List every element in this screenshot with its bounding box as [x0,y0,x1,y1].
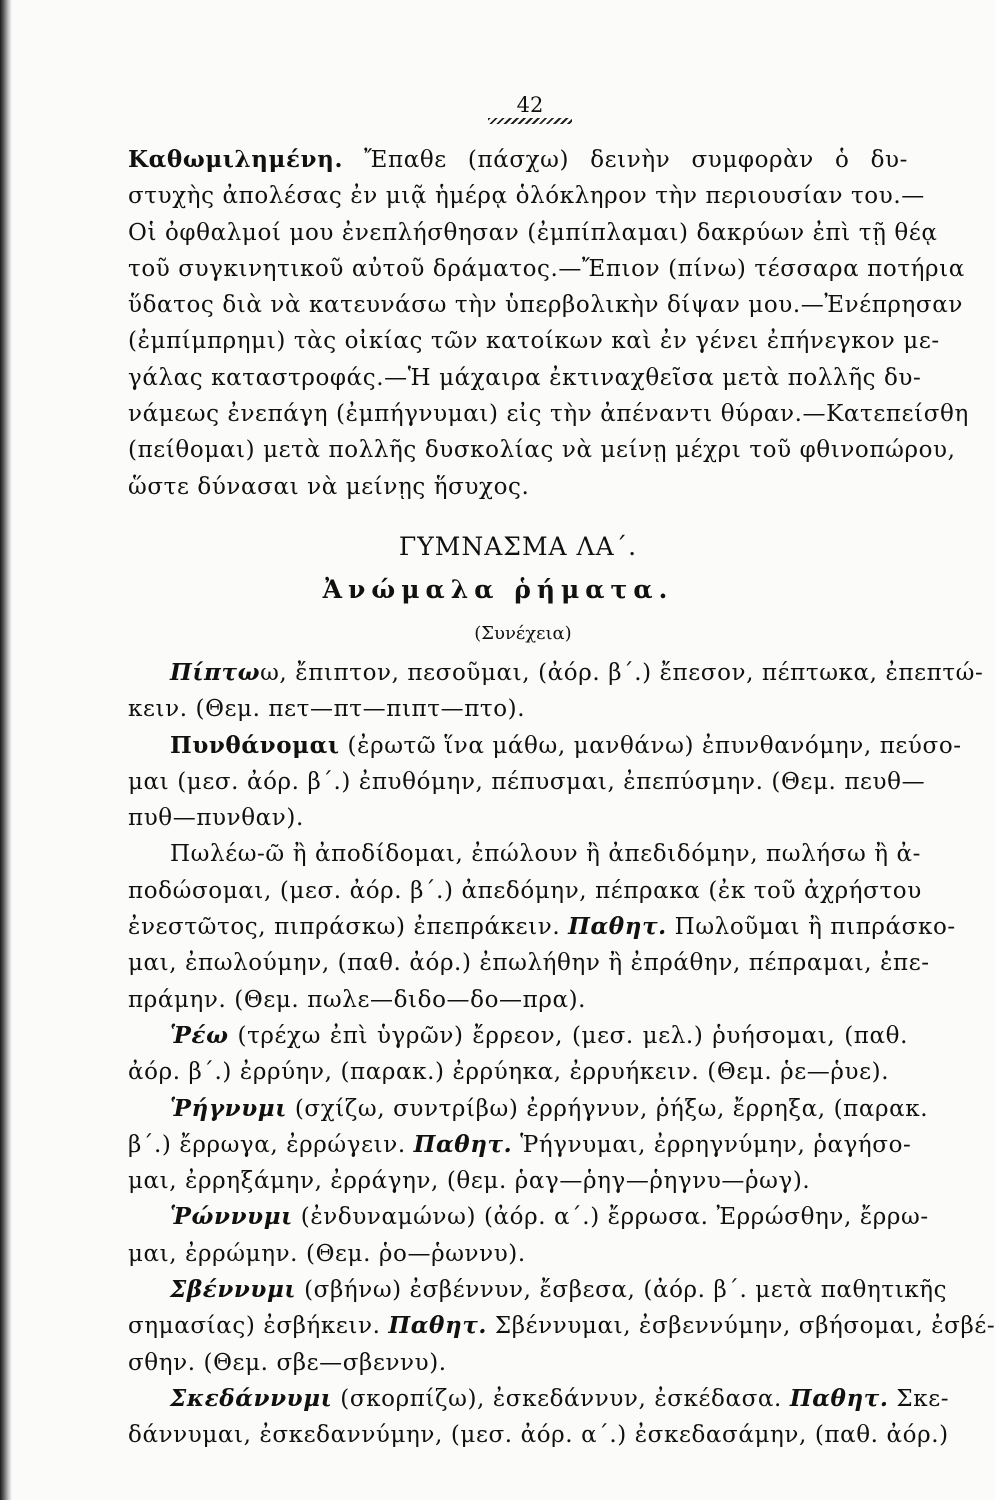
text-line [128,655,984,691]
verb-entry [128,1381,950,1454]
line-text: δάννυμαι, ἐσκεδαννύμην, (μεσ. ἀόρ. α΄.) ἐσκεδασάμην, (παθ. ἀόρ.) [128,1422,949,1449]
text-line [128,1308,995,1344]
line-text: (σβήνω) ἐσβέννυν, ἔσβεσα, (ἀόρ. β΄. μετὰ παθητικῆς [296,1277,948,1304]
line-text: γάλας καταστροφάς.—Ἡ μάχαιρα ἐκτιναχθεῖσα μετὰ πολλῆς δυ- [128,364,922,391]
text-line [128,469,908,505]
line-text: (ἐνδυναμώνω) (ἀόρ. α΄.) ἔρρωσα. Ἐρρώσθην, ἔρρω- [292,1204,929,1231]
text-line [128,873,922,909]
page-number: 42 [516,93,544,117]
verb-headword: Πυνθάνομαι [170,731,340,759]
line-text: ὕδατος διὰ νὰ κατευνάσω τὴν ὑπερβολικὴν δίψαν μου.—Ἐνέπρησαν [128,292,963,319]
line-text: μαι, ἐρρώμην. (Θεμ. ῥο—ῥωννυ). [128,1240,526,1267]
text-line [128,360,922,396]
line-text: (ἐμπίμπρημι) τὰς οἰκίας τῶν κατοίκων καὶ ἐν γένει ἐπήνεγκον με- [128,328,940,355]
text-line [128,432,956,468]
verb-headword: Παθητ. [388,1312,487,1340]
section-subheading: Ἀνώμαλα ῥήματα. [322,574,674,604]
text-line [128,909,956,945]
line-text: μαι (μεσ. ἀόρ. β΄.) ἐπυθόμην, πέπυσμαι, ἐπεπύσμην. (Θεμ. πευθ— [128,768,926,795]
verb-headword: Ῥώννυμι [170,1203,293,1231]
line-text: (ἐρωτῶ ἵνα μάθω, μανθάνω) ἐπυνθανόμην, πεύσο- [339,732,962,759]
text-line [128,1054,908,1090]
verb-entries [128,655,995,1454]
text-line [128,728,962,764]
text-line [128,764,926,800]
line-text: τοῦ συγκινητικοῦ αὐτοῦ δράματος.—Ἔπιον (πίνω) τέσσαρα ποτήρια [128,255,965,282]
text-line [128,945,930,981]
line-text: πράμην. (Θεμ. πωλε—διδο—δο—πρα). [128,986,587,1013]
text-line [128,251,965,287]
verb-headword: Πίπτω [170,658,261,686]
verb-headword: Παθητ. [413,1130,513,1158]
text-line [128,323,940,359]
line-text: Σβέννυμαι, ἐσβεννύμην, σβήσομαι, ἐσβέ- [487,1313,995,1340]
line-text: πυθ—πυνθαν). [128,805,304,832]
text-line [128,1127,912,1163]
verb-headword: Ῥήγνυμι [170,1094,287,1122]
text-line [128,215,938,251]
page-number-ornament [488,118,572,124]
verb-entry [128,1091,929,1200]
line-text: νάμεως ἐνεπάγη (ἐμπήγνυμαι) εἰς τὴν ἀπέναντι θύραν.—Κατεπείσθη [128,401,969,428]
line-text: μαι, ἐρρηξάμην, ἐρράγην, (θεμ. ῥαγ—ῥηγ—ῥηγνυ—ῥωγ). [128,1168,811,1195]
line-text: Σκε- [888,1385,950,1412]
section-heading: ΓΥΜΝΑΣΜΑ ΛΑ΄. [398,531,638,561]
text-line [128,142,908,178]
text-line [128,1091,929,1127]
verb-entry [128,836,956,1017]
line-text: Οἱ ὀφθαλμοί μου ἐνεπλήσθησαν (ἐμπίπλαμαι) δακρύων ἐπὶ τῇ θέᾳ [128,219,938,246]
text-line [128,287,963,323]
line-text: σημασίας) ἐσβήκειν. [128,1313,389,1340]
line-text: ὥστε δύνασαι νὰ μείνῃς ἥσυχος. [128,473,530,500]
text-line [128,836,922,872]
text-line [128,1381,950,1417]
text-line [128,1236,908,1272]
intro-paragraph [128,142,969,505]
line-text: κειν. (Θεμ. πετ—πτ—πιπτ—πτο). [128,696,526,723]
text-line [128,1163,908,1199]
text-line [128,1345,908,1381]
text-line [128,800,908,836]
text-line [128,982,908,1018]
verb-headword: Σκεδάννυμι [170,1384,333,1412]
verb-headword: Παθητ. [789,1384,889,1412]
line-text: ω, ἔπιπτον, πεσοῦμαι, (ἀόρ. β΄.) ἔπεσον, πέπτωκα, ἐπεπτώ- [260,659,984,686]
verb-entry [128,728,962,837]
line-text: Πωλοῦμαι ἢ πιπράσκο- [666,914,956,941]
text-line [128,1417,949,1453]
verb-entry [128,655,984,728]
book-page [128,92,995,1454]
verb-headword: Παθητ. [568,913,667,941]
verb-entry [128,1199,929,1272]
bold-term: Καθωμιλημένη. [128,146,344,173]
scan-edge-shadow [0,0,12,1500]
line-text: μαι, ἐπωλούμην, (παθ. ἀόρ.) ἐπωλήθην ἢ ἐπράθην, πέπραμαι, ἐπε- [128,950,930,977]
text-line [128,396,969,432]
verb-entry [128,1272,995,1381]
verb-headword: Σβέννυμι [170,1276,297,1304]
line-text: σθην. (Θεμ. σβε—σβεννυ). [128,1349,447,1376]
verb-headword: Ῥέω [170,1021,229,1049]
line-text: (τρέχω ἐπὶ ὑγρῶν) ἔρρεον, (μεσ. μελ.) ῥυήσομαι, (παθ. [228,1022,908,1049]
line-text: (σχίζω, συντρίβω) ἐρρήγνυν, ῥήξω, ἔρρηξα, (παρακ. [286,1095,929,1122]
line-text: (πείθομαι) μετὰ πολλῆς δυσκολίας νὰ μείνῃ μέχρι τοῦ φθινοπώρου, [128,437,956,464]
line-text: στυχὴς ἀπολέσας ἐν μιᾷ ἡμέρᾳ ὁλόκληρον τὴν περιουσίαν του.— [128,183,925,210]
text-line [128,1018,908,1054]
text-line [128,1272,948,1308]
text-line [128,178,925,214]
line-text: ἀόρ. β΄.) ἐρρύην, (παρακ.) ἐρρύηκα, ἐρρυήκειν. (Θεμ. ῥε—ῥυε). [128,1059,890,1086]
line-text: Ῥήγνυμαι, ἐρρηγνύμην, ῥαγήσο- [512,1131,912,1158]
text-line [128,691,908,727]
line-text: (σκορπίζω), ἐσκεδάννυν, ἐσκέδασα. [332,1385,790,1412]
line-text: Πωλέω-ῶ ἢ ἀποδίδομαι, ἐπώλουν ἢ ἀπεδιδόμην, πωλήσω ἢ ἀ- [170,841,922,868]
continuation-note: (Συνέχεια) [474,622,572,644]
line-text: β΄.) ἔρρωγα, ἐρρώγειν. [128,1131,414,1158]
line-text: ἐνεστῶτος, πιπράσκω) ἐπεπράκειν. [128,914,569,941]
line-text: ποδώσομαι, (μεσ. ἀόρ. β΄.) ἀπεδόμην, πέπρακα (ἐκ τοῦ ἀχρήστου [128,877,922,904]
line-text: Ἔπαθε (πάσχω) δεινὴν συμφορὰν ὁ δυ- [343,147,908,173]
text-line [128,1199,929,1235]
verb-entry [128,1018,908,1091]
